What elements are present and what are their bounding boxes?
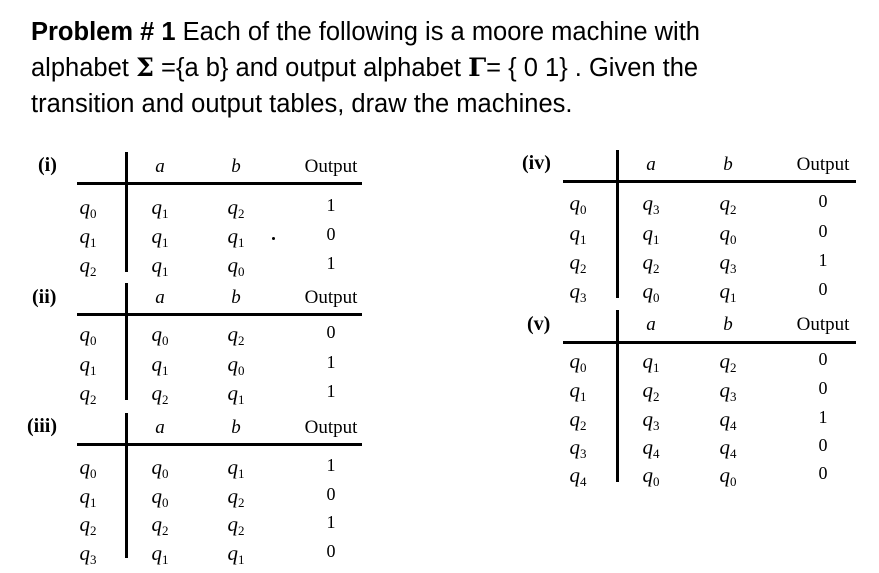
header-output: Output	[796, 154, 850, 175]
transition-a-cell: $q_2$	[151, 512, 169, 538]
output-cell: 0	[818, 349, 828, 369]
state-cell: $q_2$	[79, 253, 97, 279]
stray-dot	[272, 237, 275, 240]
transition-b-cell: $q_1$	[227, 381, 245, 407]
state-cell: $q_0$	[569, 191, 587, 217]
problem-statement	[31, 14, 831, 122]
output-cell: 0	[818, 191, 828, 211]
transition-a-cell: $q_0$	[642, 463, 660, 489]
output-cell: 0	[818, 279, 828, 299]
output-cell: 1	[818, 250, 828, 270]
transition-a-cell: $q_1$	[151, 352, 169, 378]
transition-a-cell: $q_0$	[151, 322, 169, 348]
header-rule	[563, 341, 856, 344]
state-cell: $q_0$	[79, 322, 97, 348]
transition-a-cell: $q_1$	[642, 349, 660, 375]
transition-a-cell: $q_1$	[151, 541, 169, 567]
transition-b-cell: $q_1$	[719, 279, 737, 305]
transition-a-cell: $q_1$	[642, 221, 660, 247]
state-cell: $q_4$	[569, 463, 587, 489]
transition-a-cell: $q_0$	[642, 279, 660, 305]
heading-line-2c: = { 0 1} . Given the	[486, 54, 699, 82]
output-cell: 0	[818, 378, 828, 398]
output-cell: 1	[326, 253, 336, 273]
table-label: (ii)	[32, 286, 57, 308]
header-rule	[563, 180, 856, 183]
table-label: (iv)	[522, 152, 551, 174]
output-cell: 0	[818, 435, 828, 455]
transition-a-cell: $q_2$	[642, 250, 660, 276]
heading-line-2b: ={a b} and output alphabet	[153, 54, 469, 82]
header-a: a	[646, 314, 656, 335]
output-cell: 0	[326, 224, 336, 244]
heading-line-2a: alphabet	[31, 54, 136, 82]
header-rule	[77, 182, 362, 185]
transition-b-cell: $q_2$	[719, 191, 737, 217]
header-b: b	[723, 314, 733, 335]
state-cell: $q_1$	[569, 221, 587, 247]
transition-b-cell: $q_1$	[227, 455, 245, 481]
header-output: Output	[796, 314, 850, 335]
state-cell: $q_1$	[79, 224, 97, 250]
output-cell: 0	[818, 221, 828, 241]
table-label: (iii)	[27, 415, 57, 437]
transition-a-cell: $q_0$	[151, 455, 169, 481]
transition-a-cell: $q_2$	[151, 381, 169, 407]
header-b: b	[723, 154, 733, 175]
transition-a-cell: $q_0$	[151, 484, 169, 510]
output-cell: 0	[818, 463, 828, 483]
transition-b-cell: $q_0$	[227, 352, 245, 378]
transition-b-cell: $q_0$	[719, 221, 737, 247]
transition-b-cell: $q_2$	[719, 349, 737, 375]
gamma-symbol: Γ	[468, 53, 487, 83]
output-cell: 1	[326, 455, 336, 475]
header-a: a	[646, 154, 656, 175]
table-label: (i)	[38, 154, 57, 176]
output-cell: 1	[818, 407, 828, 427]
transition-b-cell: $q_3$	[719, 250, 737, 276]
heading-line-2	[31, 50, 831, 86]
header-output: Output	[304, 156, 358, 177]
output-cell: 0	[326, 484, 336, 504]
state-cell: $q_0$	[569, 349, 587, 375]
transition-b-cell: $q_1$	[227, 541, 245, 567]
header-a: a	[155, 156, 165, 177]
table-label: (v)	[527, 313, 551, 335]
header-a: a	[155, 287, 165, 308]
transition-a-cell: $q_2$	[642, 378, 660, 404]
header-output: Output	[304, 287, 358, 308]
state-cell: $q_1$	[79, 352, 97, 378]
transition-b-cell: $q_0$	[227, 253, 245, 279]
state-cell: $q_2$	[79, 512, 97, 538]
transition-b-cell: $q_2$	[227, 195, 245, 221]
output-cell: 1	[326, 195, 336, 215]
output-cell: 1	[326, 381, 336, 401]
state-cell: $q_1$	[79, 484, 97, 510]
transition-a-cell: $q_4$	[642, 435, 660, 461]
transition-a-cell: $q_1$	[151, 195, 169, 221]
transition-b-cell: $q_2$	[227, 484, 245, 510]
state-cell: $q_2$	[569, 407, 587, 433]
output-cell: 0	[326, 322, 336, 342]
transition-b-cell: $q_0$	[719, 463, 737, 489]
header-b: b	[231, 287, 241, 308]
transition-a-cell: $q_1$	[151, 224, 169, 250]
transition-a-cell: $q_3$	[642, 407, 660, 433]
header-rule	[77, 443, 362, 446]
transition-b-cell: $q_4$	[719, 407, 737, 433]
header-output: Output	[304, 417, 358, 438]
transition-b-cell: $q_2$	[227, 512, 245, 538]
header-b: b	[231, 156, 241, 177]
transition-b-cell: $q_4$	[719, 435, 737, 461]
transition-a-cell: $q_3$	[642, 191, 660, 217]
header-a: a	[155, 417, 165, 438]
heading-line-3: transition and output tables, draw the machines.	[31, 90, 573, 118]
state-cell: $q_2$	[569, 250, 587, 276]
state-cell: $q_2$	[79, 381, 97, 407]
header-b: b	[231, 417, 241, 438]
transition-a-cell: $q_1$	[151, 253, 169, 279]
state-cell: $q_3$	[569, 279, 587, 305]
header-rule	[77, 313, 362, 316]
state-cell: $q_3$	[569, 435, 587, 461]
problem-label: Problem # 1	[31, 18, 176, 46]
heading-line-1-text: Each of the following is a moore machine with	[175, 18, 700, 46]
transition-b-cell: $q_2$	[227, 322, 245, 348]
transition-b-cell: $q_3$	[719, 378, 737, 404]
state-cell: $q_3$	[79, 541, 97, 567]
output-cell: 1	[326, 352, 336, 372]
state-cell: $q_1$	[569, 378, 587, 404]
state-cell: $q_0$	[79, 455, 97, 481]
output-cell: 0	[326, 541, 336, 561]
transition-b-cell: $q_1$	[227, 224, 245, 250]
sigma-symbol: Σ	[135, 53, 154, 83]
state-cell: $q_0$	[79, 195, 97, 221]
output-cell: 1	[326, 512, 336, 532]
heading-line-1	[31, 14, 831, 50]
